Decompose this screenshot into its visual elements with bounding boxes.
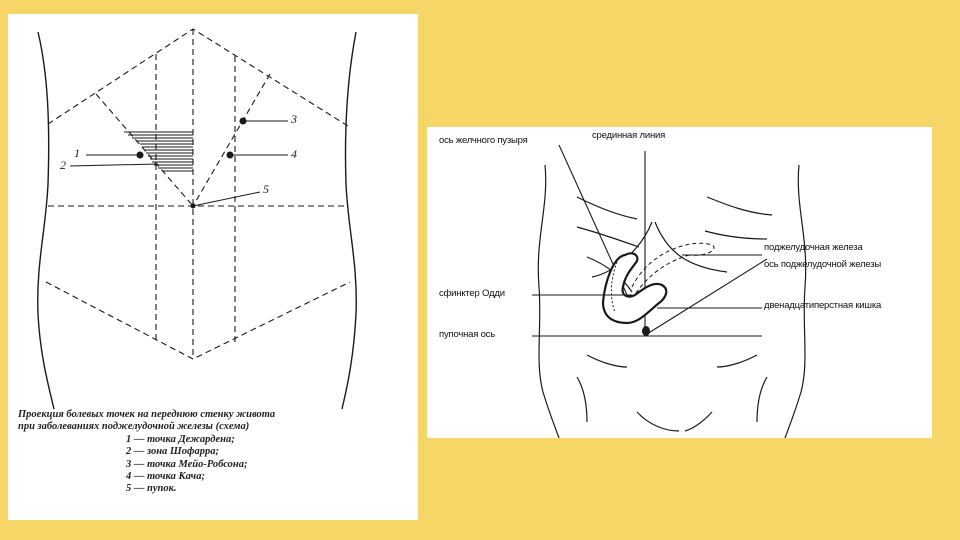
legend-item-1: 1 — точка Дежардена; bbox=[126, 434, 235, 445]
torso-left-outline bbox=[538, 165, 559, 438]
pubic-arc-right bbox=[685, 412, 712, 431]
marker-5-dot bbox=[191, 204, 195, 208]
label-gallbladder-axis: ось желчного пузыря bbox=[439, 135, 528, 146]
lower-dashed-line bbox=[46, 282, 350, 359]
caption-title-line1: Проекция болевых точек на переднюю стенку живота bbox=[18, 409, 276, 420]
label-pancreas-axis: ось поджелудочной железы bbox=[764, 259, 882, 270]
pain-points-diagram-panel bbox=[8, 14, 418, 520]
pancreas-axes-diagram-panel bbox=[427, 127, 932, 438]
rib-arc-left bbox=[577, 197, 637, 219]
right-diagonal-dashed bbox=[193, 74, 270, 206]
pubic-arc-left bbox=[637, 412, 679, 431]
caption-legend bbox=[18, 434, 416, 495]
hip-left bbox=[577, 377, 587, 422]
gallbladder-axis bbox=[559, 145, 637, 317]
legend-item-2: 2 — зона Шофарра; bbox=[126, 446, 219, 458]
torso-left-outline bbox=[38, 32, 54, 409]
inguinal-left bbox=[587, 355, 627, 367]
marker-1-label: 1 bbox=[74, 146, 80, 160]
rib-arc-right-2 bbox=[705, 231, 767, 239]
label-midline: срединная линия bbox=[592, 130, 666, 141]
marker-1-dot bbox=[137, 152, 143, 158]
marker-4-dot bbox=[227, 152, 233, 158]
label-pancreas: поджелудочная железа bbox=[764, 242, 863, 253]
marker-2-leader bbox=[70, 164, 158, 166]
pancreas-axes-drawing bbox=[427, 127, 932, 438]
inguinal-right bbox=[717, 355, 757, 367]
hip-right bbox=[757, 377, 767, 422]
label-oddi-sphincter: сфинктер Одди bbox=[439, 288, 505, 299]
marker-2-label: 2 bbox=[60, 158, 66, 172]
upper-dashed-arch bbox=[48, 29, 348, 126]
rib-arc-right bbox=[707, 197, 772, 215]
rib-arc-left-2 bbox=[577, 227, 639, 247]
legend-item-3: 3 — точка Мейо-Робсона; bbox=[126, 458, 248, 470]
marker-4-label: 4 bbox=[291, 147, 297, 161]
marker-5-label: 5 bbox=[263, 182, 269, 196]
xiphoid-right bbox=[655, 222, 727, 272]
torso-right-outline bbox=[342, 32, 356, 409]
label-umbilical-axis: пупочная ось bbox=[439, 329, 495, 340]
chauffard-zone-hatching bbox=[124, 132, 193, 171]
caption-title-line2: при заболеваниях поджелудочной железы (схема) bbox=[18, 421, 250, 432]
legend-item-4: 4 — точка Кача; bbox=[126, 470, 205, 482]
legend-item-5: 5 — пупок. bbox=[126, 483, 177, 495]
marker-5-leader bbox=[193, 192, 260, 206]
label-duodenum: двенадцатиперстная кишка bbox=[764, 300, 882, 311]
umbilicus-dot bbox=[642, 326, 650, 336]
marker-3-label: 3 bbox=[291, 112, 297, 126]
diagram-caption bbox=[18, 409, 416, 495]
marker-3-dot bbox=[240, 118, 246, 124]
